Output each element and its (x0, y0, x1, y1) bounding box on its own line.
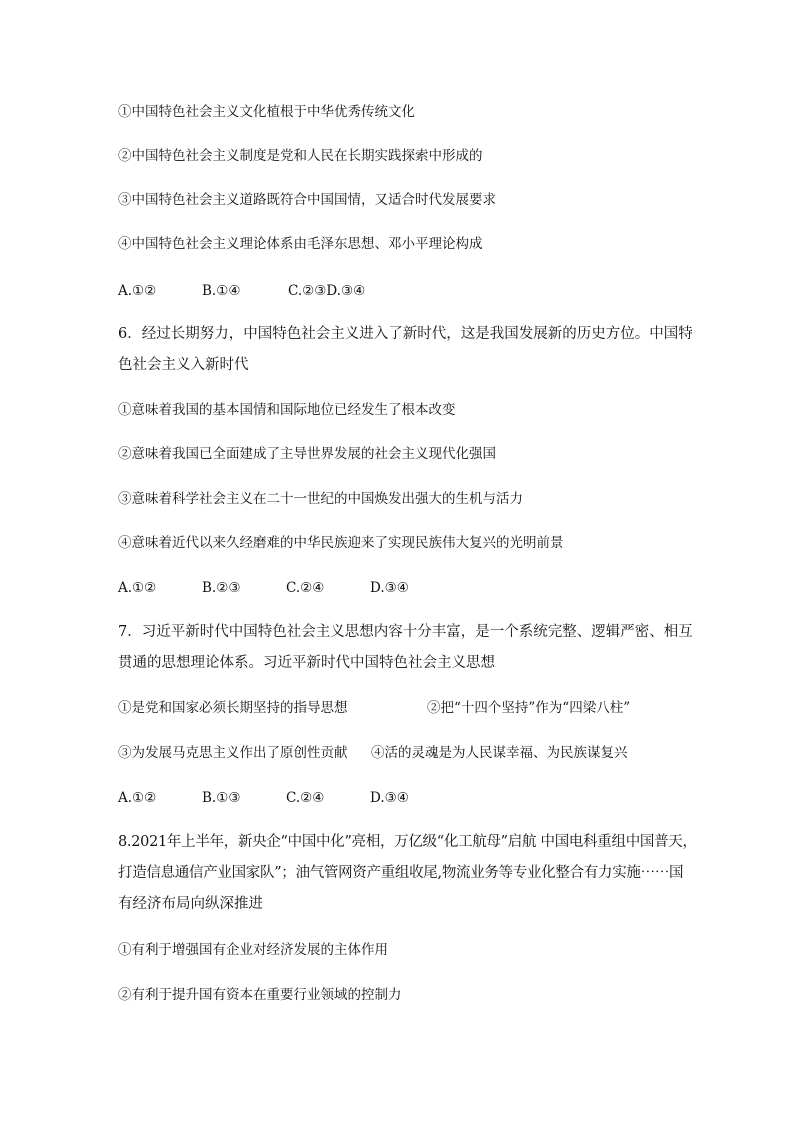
q6-item-3: ③意味着科学社会主义在二十一世纪的中国焕发出强大的生机与活力 (118, 491, 523, 507)
q7-stem-line-1: 7．习近平新时代中国特色社会主义思想内容十分丰富，是一个系统完整、逻辑严密、相互 (118, 624, 693, 640)
q6-option-c: C.②④ (286, 580, 325, 596)
q5-item-2: ②中国特色社会主义制度是党和人民在长期实践探索中形成的 (118, 148, 483, 164)
q5-item-4: ④中国特色社会主义理论体系由毛泽东思想、邓小平理论构成 (118, 236, 483, 252)
q7-item-2: ②把“十四个坚持”作为“四梁八柱” (427, 700, 631, 716)
q7-item-3: ③为发展马克思主义作出了原创性贡献 (118, 745, 348, 761)
q8-stem-line-2: 打造信息通信产业国家队”；油气管网资产重组收尾,物流业务等专业化整合有力实施⋯⋯国 (118, 865, 684, 881)
q6-item-2: ②意味着我国已全面建成了主导世界发展的社会主义现代化强国 (118, 446, 496, 462)
q6-options (118, 578, 409, 598)
q5-item-3: ③中国特色社会主义道路既符合中国国情，又适合时代发展要求 (118, 192, 496, 208)
q5-option-b: B.①④ (202, 283, 241, 299)
q6-option-a: A.①② (118, 580, 157, 596)
q7-item-1: ①是党和国家必须长期坚持的指导思想 (118, 700, 348, 716)
q6-item-4: ④意味着近代以来久经磨难的中华民族迎来了实现民族伟大复兴的光明前景 (118, 535, 564, 551)
q7-options (118, 788, 409, 808)
q8-stem-line-1: 8.2021年上半年，新央企“中国中化”亮相，万亿级“化工航母”启航 中国电科重组中国普天， (118, 834, 697, 850)
q6-stem-line-2: 色社会主义入新时代 (118, 357, 249, 373)
q7-item-4: ④活的灵魂是为人民谋幸福、为民族谋复兴 (371, 745, 628, 761)
q6-option-d: D.③④ (370, 580, 409, 596)
q5-options (118, 281, 365, 301)
q7-option-a: A.①② (118, 790, 157, 806)
q6-option-b: B.②③ (202, 580, 241, 596)
q7-option-b: B.①③ (202, 790, 241, 806)
q6-item-1: ①意味着我国的基本国情和国际地位已经发生了根本改变 (118, 402, 456, 418)
q5-option-a: A.①② (118, 283, 157, 299)
q8-item-2: ②有利于提升国有资本在重要行业领域的控制力 (118, 987, 402, 1003)
q5-item-1: ①中国特色社会主义文化植根于中华优秀传统文化 (118, 104, 415, 120)
q5-option-cd: C.②③D.③④ (288, 283, 366, 299)
q7-option-c: C.②④ (286, 790, 325, 806)
q8-item-1: ①有利于增强国有企业对经济发展的主体作用 (118, 942, 388, 958)
q7-option-d: D.③④ (370, 790, 409, 806)
q7-stem-line-2: 贯通的思想理论体系。习近平新时代中国特色社会主义思想 (118, 655, 495, 671)
q8-stem-line-3: 有经济布局向纵深推进 (118, 896, 263, 912)
q6-stem-line-1: 6．经过长期努力，中国特色社会主义进入了新时代，这是我国发展新的历史方位。中国特 (118, 326, 693, 342)
